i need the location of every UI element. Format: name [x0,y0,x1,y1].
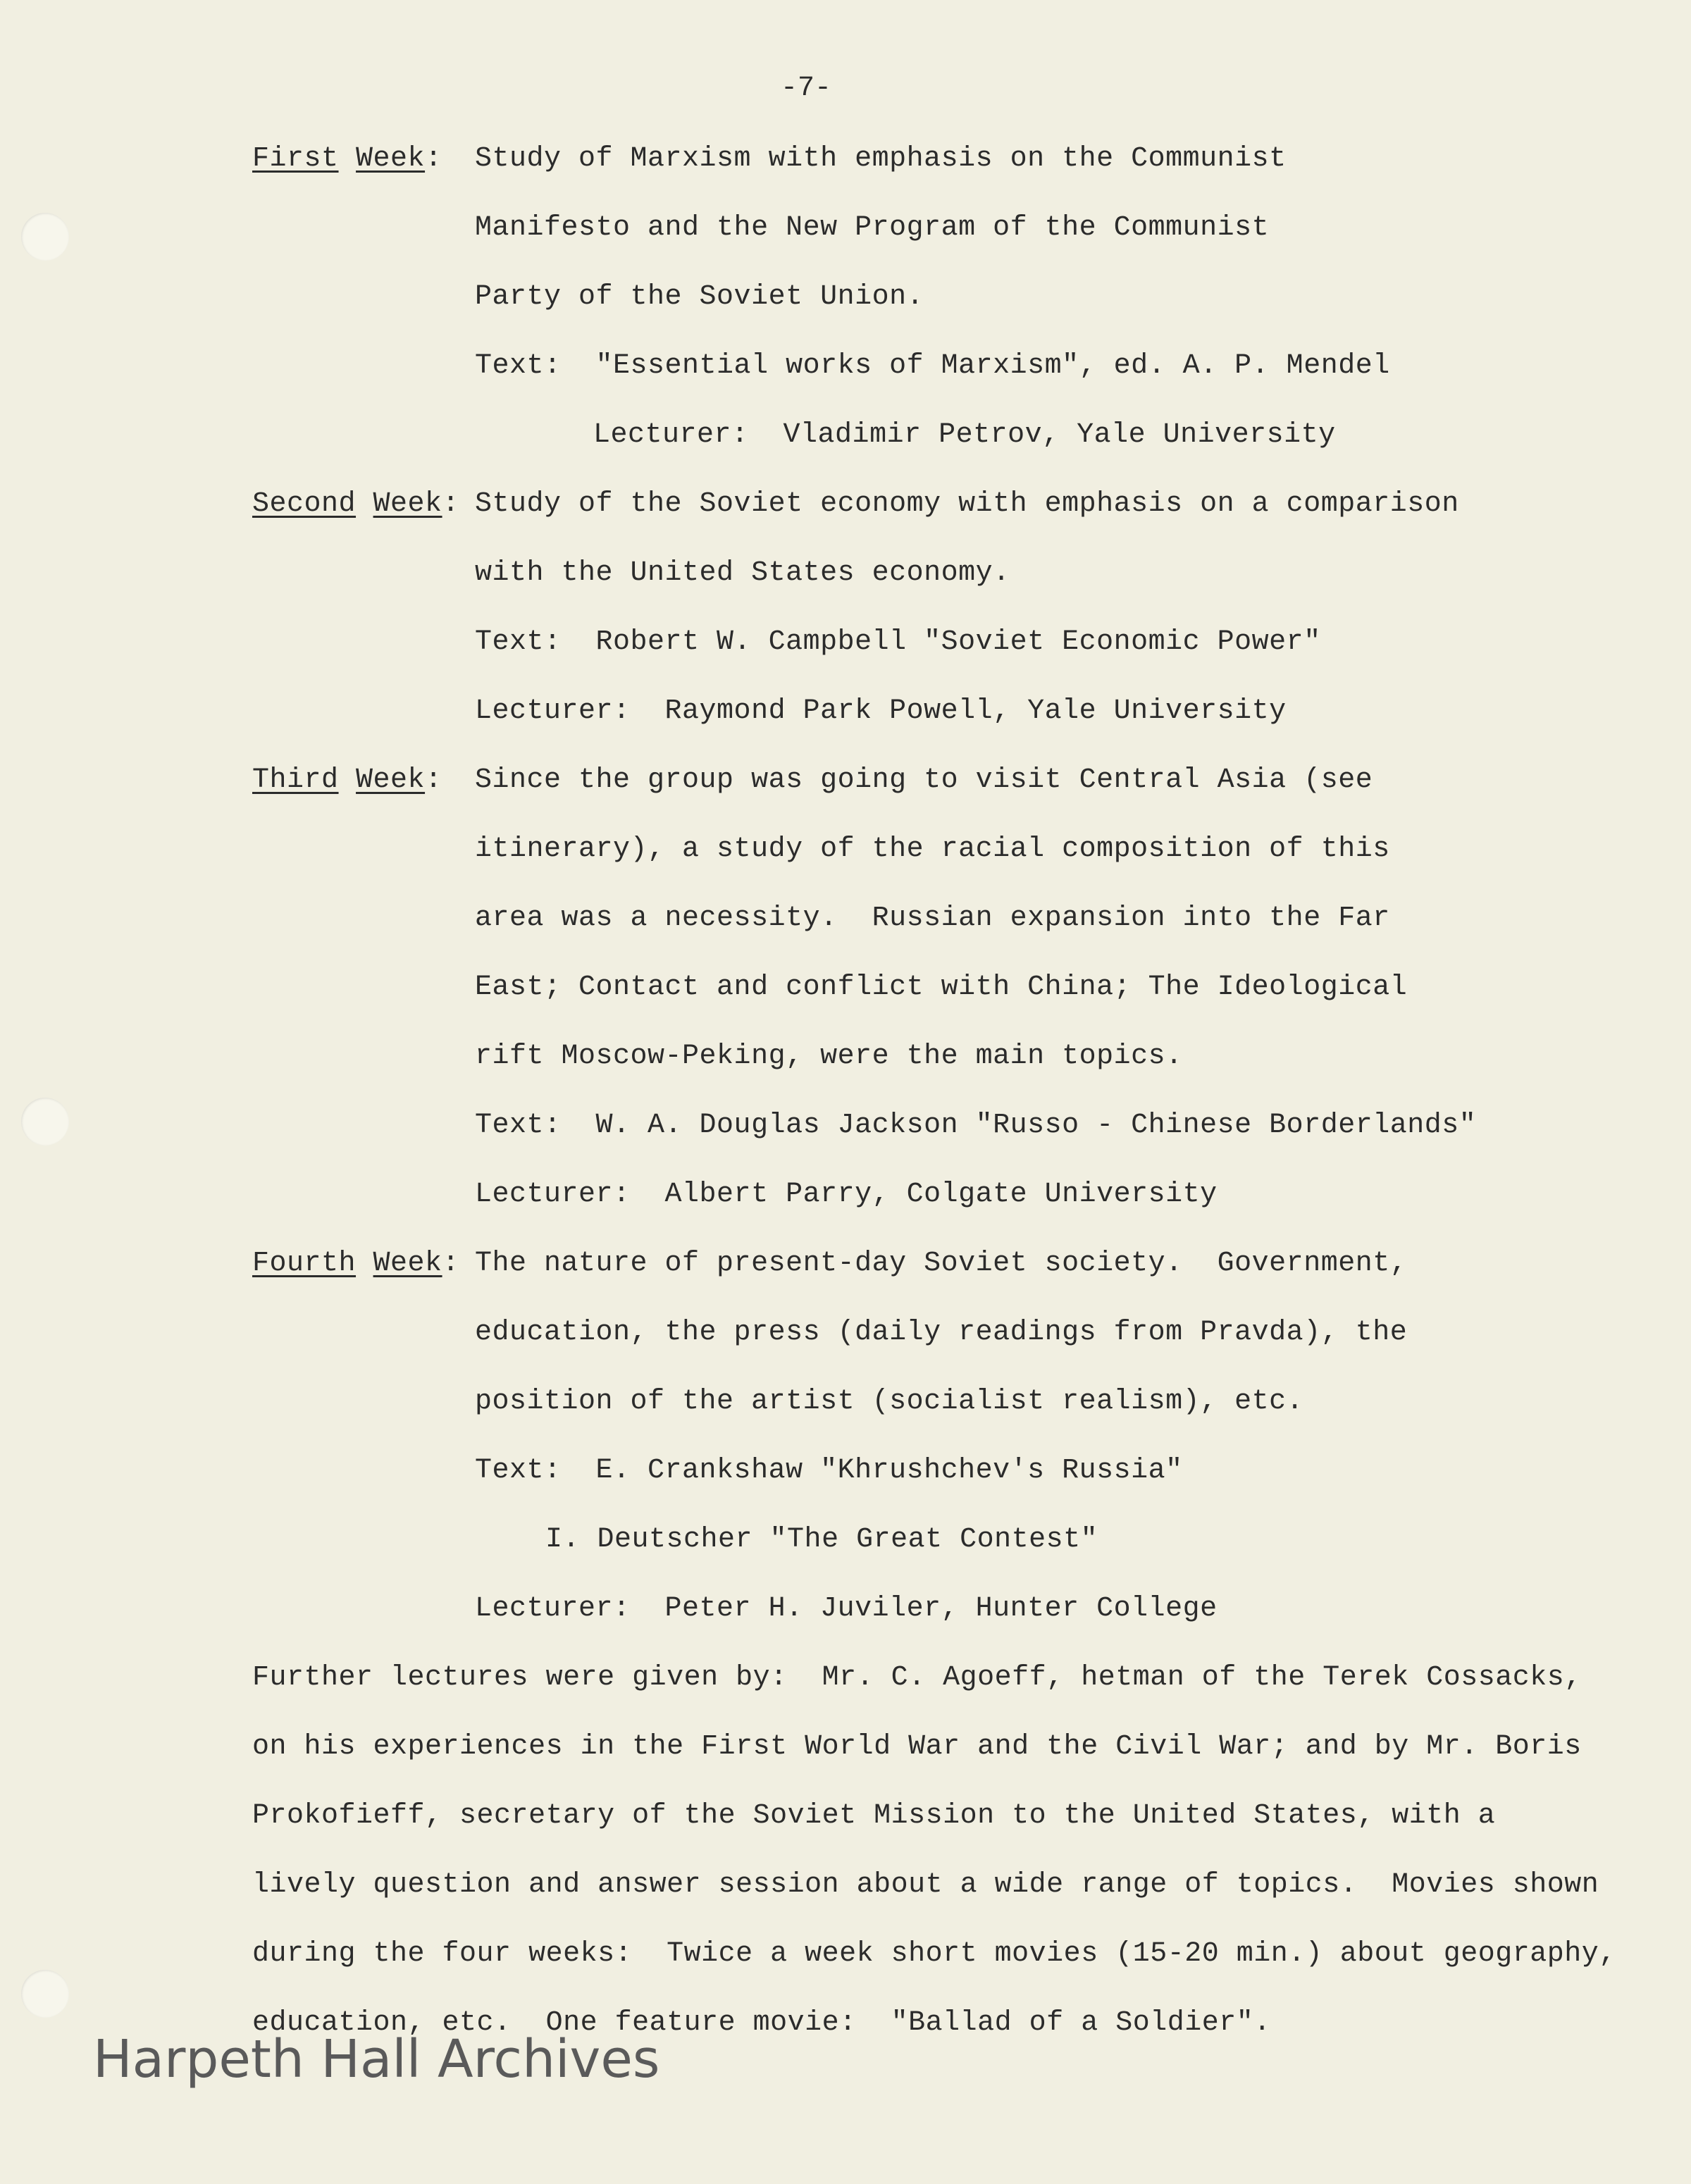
week-label-ordinal: Second [252,488,357,520]
week-description-line: The nature of present-day Soviet society. Government, [475,1248,1408,1279]
week-label: Third Week: [252,764,442,796]
text-reference: Text: W. A. Douglas Jackson "Russo - Chinese Borderlands" [475,1110,1477,1141]
week-description-line: Party of the Soviet Union. [475,281,924,313]
week-label: Fourth Week: [252,1248,460,1279]
text-reference: Text: E. Crankshaw "Khrushchev's Russia" [475,1455,1183,1487]
week-label-word: Week [356,143,426,175]
week-label-ordinal: Third [252,764,339,796]
paragraph-line: education, etc. One feature movie: "Ballad of a Soldier". [252,2007,1271,2039]
paragraph-line: on his experiences in the First World War and the Civil War; and by Mr. Boris [252,1731,1582,1763]
lecturer-line: Lecturer: Vladimir Petrov, Yale University [593,419,1336,451]
archive-watermark: Harpeth Hall Archives [93,2029,660,2090]
text-reference: Text: Robert W. Campbell "Soviet Economic Power" [475,626,1321,658]
binder-hole [21,1970,69,2018]
page-number: -7- [781,73,832,104]
text-reference: Text: "Essential works of Marxism", ed. A. P. Mendel [475,350,1390,382]
lecturer-line: Lecturer: Raymond Park Powell, Yale University [475,695,1287,727]
lecturer-line: Lecturer: Peter H. Juviler, Hunter College [475,1593,1218,1625]
week-description-line: position of the artist (socialist realism), etc. [475,1386,1304,1417]
week-description-line: itinerary), a study of the racial composition of this [475,833,1390,865]
week-description-line: area was a necessity. Russian expansion into the Far [475,902,1390,934]
week-description-line: East; Contact and conflict with China; The Ideological [475,972,1408,1003]
week-label: Second Week: [252,488,460,520]
week-label-ordinal: First [252,143,339,175]
text-reference: I. Deutscher "The Great Contest" [545,1524,1098,1556]
paragraph-line: during the four weeks: Twice a week short movies (15-20 min.) about geography, [252,1938,1616,1970]
week-description-line: rift Moscow-Peking, were the main topics. [475,1041,1183,1072]
week-label-word: Week [356,764,426,796]
week-label-word: Week [373,488,442,520]
paragraph-line: Further lectures were given by: Mr. C. Agoeff, hetman of the Terek Cossacks, [252,1662,1582,1694]
week-description-line: Study of the Soviet economy with emphasis on a comparison [475,488,1459,520]
week-description-line: Since the group was going to visit Central Asia (see [475,764,1373,796]
paragraph-line: Prokofieff, secretary of the Soviet Mission to the United States, with a [252,1800,1496,1832]
binder-hole [21,213,69,261]
week-label: First Week: [252,143,442,175]
week-description-line: Study of Marxism with emphasis on the Communist [475,143,1287,175]
week-description-line: education, the press (daily readings from Pravda), the [475,1317,1408,1348]
lecturer-line: Lecturer: Albert Parry, Colgate University [475,1179,1218,1210]
binder-hole [21,1098,69,1146]
week-description-line: Manifesto and the New Program of the Communist [475,212,1270,244]
paragraph-line: lively question and answer session about a wide range of topics. Movies shown [252,1869,1599,1901]
week-label-ordinal: Fourth [252,1248,357,1279]
week-label-word: Week [373,1248,442,1279]
week-description-line: with the United States economy. [475,557,1010,589]
